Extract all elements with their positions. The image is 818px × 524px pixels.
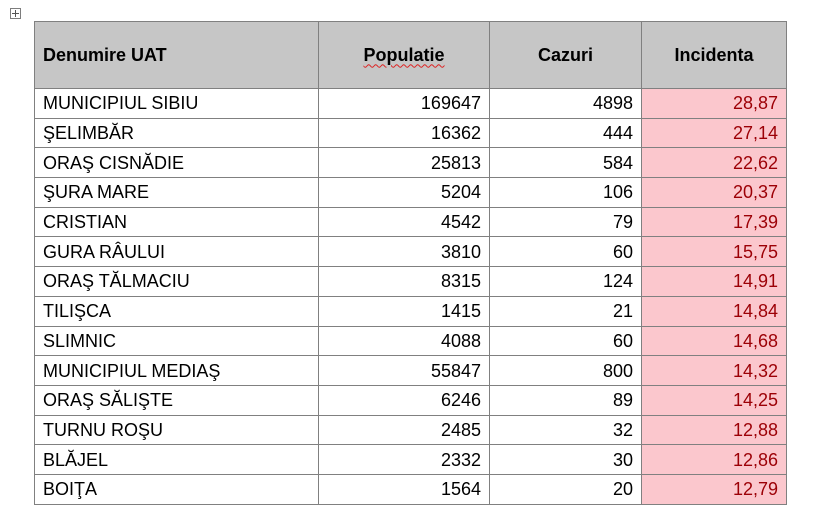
cell-incidenta: 14,32 bbox=[642, 356, 787, 386]
cell-incidenta: 14,25 bbox=[642, 385, 787, 415]
cell-incidenta: 17,39 bbox=[642, 207, 787, 237]
cell-cazuri: 800 bbox=[490, 356, 642, 386]
cell-populatie: 1564 bbox=[319, 474, 490, 504]
header-populatie bbox=[319, 22, 490, 89]
cell-populatie: 4088 bbox=[319, 326, 490, 356]
cell-cazuri: 60 bbox=[490, 237, 642, 267]
table-header-row bbox=[35, 22, 787, 89]
cell-cazuri: 30 bbox=[490, 445, 642, 475]
table-row bbox=[35, 326, 787, 356]
cell-denumire: CRISTIAN bbox=[35, 207, 319, 237]
header-cazuri: Cazuri bbox=[490, 22, 642, 89]
cell-cazuri: 584 bbox=[490, 148, 642, 178]
cell-populatie: 5204 bbox=[319, 178, 490, 208]
cell-populatie: 169647 bbox=[319, 89, 490, 119]
cell-denumire: GURA RÂULUI bbox=[35, 237, 319, 267]
table-row bbox=[35, 415, 787, 445]
cell-populatie: 8315 bbox=[319, 267, 490, 297]
cell-incidenta: 12,86 bbox=[642, 445, 787, 475]
cell-incidenta: 15,75 bbox=[642, 237, 787, 267]
table-row bbox=[35, 178, 787, 208]
cell-cazuri: 106 bbox=[490, 178, 642, 208]
cell-populatie: 55847 bbox=[319, 356, 490, 386]
cell-incidenta: 12,79 bbox=[642, 474, 787, 504]
cell-incidenta: 12,88 bbox=[642, 415, 787, 445]
cell-populatie: 2485 bbox=[319, 415, 490, 445]
cell-populatie: 25813 bbox=[319, 148, 490, 178]
table-row bbox=[35, 356, 787, 386]
cell-denumire: MUNICIPIUL SIBIU bbox=[35, 89, 319, 119]
cell-incidenta: 14,84 bbox=[642, 296, 787, 326]
cell-incidenta: 27,14 bbox=[642, 118, 787, 148]
cell-cazuri: 32 bbox=[490, 415, 642, 445]
cell-cazuri: 79 bbox=[490, 207, 642, 237]
table-body bbox=[35, 89, 787, 505]
table-row bbox=[35, 148, 787, 178]
cell-incidenta: 14,68 bbox=[642, 326, 787, 356]
cell-populatie: 1415 bbox=[319, 296, 490, 326]
cell-populatie: 6246 bbox=[319, 385, 490, 415]
cell-cazuri: 444 bbox=[490, 118, 642, 148]
cell-incidenta: 22,62 bbox=[642, 148, 787, 178]
uat-incidence-table bbox=[34, 21, 787, 505]
table-row bbox=[35, 237, 787, 267]
cell-denumire: MUNICIPIUL MEDIAŞ bbox=[35, 356, 319, 386]
header-populatie-label: Populatie bbox=[363, 44, 445, 65]
cell-cazuri: 124 bbox=[490, 267, 642, 297]
cell-cazuri: 89 bbox=[490, 385, 642, 415]
cell-denumire: SLIMNIC bbox=[35, 326, 319, 356]
cell-populatie: 16362 bbox=[319, 118, 490, 148]
table-row bbox=[35, 474, 787, 504]
cell-cazuri: 4898 bbox=[490, 89, 642, 119]
table-row bbox=[35, 445, 787, 475]
cell-incidenta: 20,37 bbox=[642, 178, 787, 208]
cell-denumire: TILIŞCA bbox=[35, 296, 319, 326]
cell-denumire: BOIŢA bbox=[35, 474, 319, 504]
header-incidenta: Incidenta bbox=[642, 22, 787, 89]
cell-denumire: BLĂJEL bbox=[35, 445, 319, 475]
table-row bbox=[35, 296, 787, 326]
table-move-handle-icon[interactable] bbox=[10, 8, 21, 19]
cell-denumire: ORAŞ CISNĂDIE bbox=[35, 148, 319, 178]
cell-denumire: ORAŞ TĂLMACIU bbox=[35, 267, 319, 297]
cell-denumire: TURNU ROŞU bbox=[35, 415, 319, 445]
cell-populatie: 3810 bbox=[319, 237, 490, 267]
cell-populatie: 2332 bbox=[319, 445, 490, 475]
table-row bbox=[35, 267, 787, 297]
table-row bbox=[35, 207, 787, 237]
cell-cazuri: 21 bbox=[490, 296, 642, 326]
cell-populatie: 4542 bbox=[319, 207, 490, 237]
cell-denumire: ŞELIMBĂR bbox=[35, 118, 319, 148]
table-row bbox=[35, 385, 787, 415]
cell-incidenta: 14,91 bbox=[642, 267, 787, 297]
cell-cazuri: 60 bbox=[490, 326, 642, 356]
cell-denumire: ŞURA MARE bbox=[35, 178, 319, 208]
cell-denumire: ORAŞ SĂLIŞTE bbox=[35, 385, 319, 415]
table-row bbox=[35, 118, 787, 148]
cell-cazuri: 20 bbox=[490, 474, 642, 504]
header-denumire-uat: Denumire UAT bbox=[35, 22, 319, 89]
cell-incidenta: 28,87 bbox=[642, 89, 787, 119]
table-row bbox=[35, 89, 787, 119]
